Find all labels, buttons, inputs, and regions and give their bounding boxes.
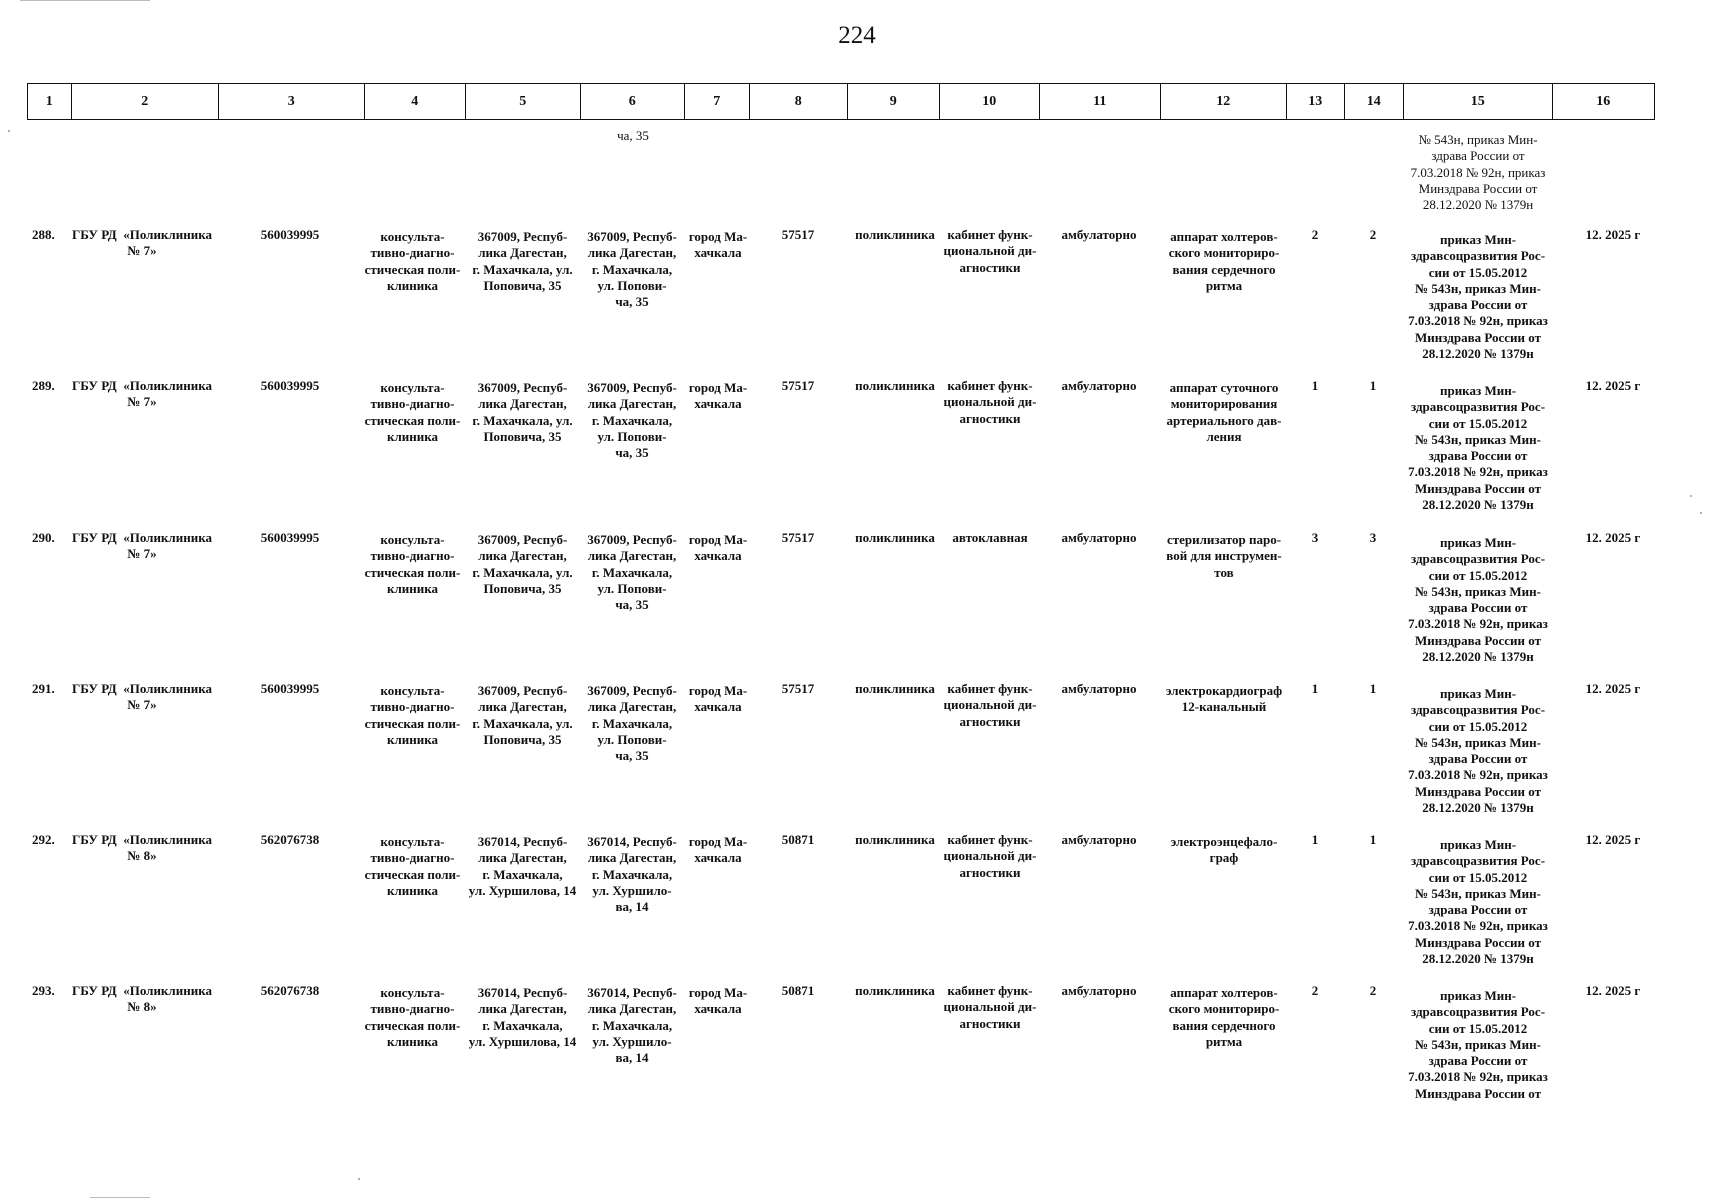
scan-artifact-bottom-left bbox=[90, 1197, 150, 1198]
header-cell-5: 5 bbox=[465, 83, 582, 120]
room-name: кабинет функ- циональной ди- агностики bbox=[943, 378, 1037, 426]
row-number: 291. bbox=[32, 681, 55, 696]
facility-type: консульта- тивно-диагно- стическая поли- клиника bbox=[364, 834, 461, 898]
actual-address: 367009, Респуб- лика Дагестан, г. Махачкала, ул. Попови- ча, 35 bbox=[587, 229, 677, 310]
actual-address: 367009, Респуб- лика Дагестан, г. Махачкала, ул. Попови- ча, 35 bbox=[587, 683, 677, 764]
quantity-required: 1 bbox=[1311, 832, 1319, 847]
organization-name: ГБУ РД «Поликлиника № 7» bbox=[72, 227, 212, 259]
quantity-required: 1 bbox=[1311, 378, 1319, 393]
legal-address: 367009, Респуб- лика Дагестан, г. Махачкала, ул. Поповича, 35 bbox=[472, 532, 573, 596]
row-number: 292. bbox=[32, 832, 55, 847]
quantity-required: 1 bbox=[1311, 681, 1319, 696]
facility-type: консульта- тивно-диагно- стическая поли- клиника bbox=[364, 380, 461, 444]
org-code: 560039995 bbox=[260, 227, 320, 242]
row-number: 289. bbox=[32, 378, 55, 393]
organization-name: ГБУ РД «Поликлиника № 8» bbox=[72, 983, 212, 1015]
header-cell-9: 9 bbox=[847, 83, 941, 120]
facility-kind: поликлиника bbox=[855, 832, 935, 847]
due-date: 12. 2025 г bbox=[1585, 983, 1641, 998]
organization-name: ГБУ РД «Поликлиника № 8» bbox=[72, 832, 212, 864]
header-cell-10: 10 bbox=[939, 83, 1041, 120]
scan-artifact-top-left bbox=[20, 0, 150, 1]
oktmo-code: 57517 bbox=[781, 227, 815, 242]
org-code: 562076738 bbox=[260, 832, 320, 847]
due-date: 12. 2025 г bbox=[1585, 227, 1641, 242]
organization-name: ГБУ РД «Поликлиника № 7» bbox=[72, 530, 212, 562]
facility-kind: поликлиника bbox=[855, 681, 935, 696]
due-date: 12. 2025 г bbox=[1585, 378, 1641, 393]
oktmo-code: 57517 bbox=[781, 530, 815, 545]
quantity-planned: 1 bbox=[1369, 378, 1377, 393]
legal-address: 367009, Респуб- лика Дагестан, г. Махачкала, ул. Поповича, 35 bbox=[472, 683, 573, 747]
due-date: 12. 2025 г bbox=[1585, 832, 1641, 847]
due-date: 12. 2025 г bbox=[1585, 681, 1641, 696]
city: город Ма- хачкала bbox=[688, 532, 748, 564]
header-cell-16: 16 bbox=[1552, 83, 1656, 120]
city: город Ма- хачкала bbox=[688, 229, 748, 261]
room-name: кабинет функ- циональной ди- агностики bbox=[943, 832, 1037, 880]
city: город Ма- хачкала bbox=[688, 683, 748, 715]
equipment-name: электрокардиограф 12-канальный bbox=[1165, 683, 1283, 715]
city: город Ма- хачкала bbox=[688, 380, 748, 412]
org-code: 560039995 bbox=[260, 681, 320, 696]
room-name: кабинет функ- циональной ди- агностики bbox=[943, 983, 1037, 1031]
oktmo-code: 50871 bbox=[781, 983, 815, 998]
facility-type: консульта- тивно-диагно- стическая поли- клиника bbox=[364, 683, 461, 747]
org-code: 562076738 bbox=[260, 983, 320, 998]
facility-kind: поликлиника bbox=[855, 530, 935, 545]
room-name: автоклавная bbox=[952, 530, 1028, 545]
facility-type: консульта- тивно-диагно- стическая поли- клиника bbox=[364, 229, 461, 293]
org-code: 560039995 bbox=[260, 530, 320, 545]
scan-speck bbox=[1690, 495, 1692, 497]
care-form: амбулаторно bbox=[1061, 832, 1137, 847]
facility-kind: поликлиника bbox=[855, 227, 935, 242]
care-form: амбулаторно bbox=[1061, 530, 1137, 545]
due-date: 12. 2025 г bbox=[1585, 530, 1641, 545]
room-name: кабинет функ- циональной ди- агностики bbox=[943, 681, 1037, 729]
facility-type: консульта- тивно-диагно- стическая поли- клиника bbox=[364, 985, 461, 1049]
legal-address: 367009, Респуб- лика Дагестан, г. Махачкала, ул. Поповича, 35 bbox=[472, 229, 573, 293]
facility-kind: поликлиника bbox=[855, 378, 935, 393]
continuation-col15: № 543н, приказ Мин- здрава России от 7.03.2018 № 92н, приказ Минздрава России от 28.12.2020 № 1379н bbox=[1410, 132, 1546, 213]
legal-basis: приказ Мин- здравсоцразвития Рос- сии от 15.05.2012 № 543н, приказ Мин- здрава России от 7.03.2018 № 92н, приказ Минздрава России от 28.12.2020 № 1379н bbox=[1408, 383, 1548, 513]
city: город Ма- хачкала bbox=[688, 834, 748, 866]
scan-speck bbox=[358, 1178, 360, 1180]
organization-name: ГБУ РД «Поликлиника № 7» bbox=[72, 378, 212, 410]
equipment-name: электроэнцефало- граф bbox=[1170, 834, 1278, 866]
header-cell-8: 8 bbox=[749, 83, 849, 120]
oktmo-code: 57517 bbox=[781, 681, 815, 696]
organization-name: ГБУ РД «Поликлиника № 7» bbox=[72, 681, 212, 713]
header-cell-7: 7 bbox=[684, 83, 751, 120]
facility-kind: поликлиника bbox=[855, 983, 935, 998]
legal-basis: приказ Мин- здравсоцразвития Рос- сии от 15.05.2012 № 543н, приказ Мин- здрава России от 7.03.2018 № 92н, приказ Минздрава России от 28.12.2020 № 1379н bbox=[1408, 535, 1548, 665]
header-cell-11: 11 bbox=[1039, 83, 1162, 120]
room-name: кабинет функ- циональной ди- агностики bbox=[943, 227, 1037, 275]
city: город Ма- хачкала bbox=[688, 985, 748, 1017]
header-cell-3: 3 bbox=[218, 83, 366, 120]
row-number: 293. bbox=[32, 983, 55, 998]
legal-basis: приказ Мин- здравсоцразвития Рос- сии от 15.05.2012 № 543н, приказ Мин- здрава России от 7.03.2018 № 92н, приказ Минздрава России от bbox=[1408, 988, 1548, 1101]
row-number: 290. bbox=[32, 530, 55, 545]
header-cell-13: 13 bbox=[1286, 83, 1346, 120]
quantity-required: 2 bbox=[1311, 227, 1319, 242]
equipment-name: стерилизатор паро- вой для инструмен- тов bbox=[1166, 532, 1282, 580]
org-code: 560039995 bbox=[260, 378, 320, 393]
care-form: амбулаторно bbox=[1061, 378, 1137, 393]
facility-type: консульта- тивно-диагно- стическая поли- клиника bbox=[364, 532, 461, 596]
care-form: амбулаторно bbox=[1061, 983, 1137, 998]
oktmo-code: 57517 bbox=[781, 378, 815, 393]
row-number: 288. bbox=[32, 227, 55, 242]
header-cell-6: 6 bbox=[580, 83, 686, 120]
legal-address: 367014, Респуб- лика Дагестан, г. Махачкала, ул. Хуршилова, 14 bbox=[468, 834, 577, 898]
legal-basis: приказ Мин- здравсоцразвития Рос- сии от 15.05.2012 № 543н, приказ Мин- здрава России от 7.03.2018 № 92н, приказ Минздрава России от 28.12.2020 № 1379н bbox=[1408, 232, 1548, 362]
header-cell-4: 4 bbox=[364, 83, 467, 120]
legal-basis: приказ Мин- здравсоцразвития Рос- сии от 15.05.2012 № 543н, приказ Мин- здрава России от 7.03.2018 № 92н, приказ Минздрава России от 28.12.2020 № 1379н bbox=[1408, 837, 1548, 967]
equipment-name: аппарат суточного мониторирования артериального дав- ления bbox=[1166, 380, 1282, 444]
oktmo-code: 50871 bbox=[781, 832, 815, 847]
actual-address: 367009, Респуб- лика Дагестан, г. Махачкала, ул. Попови- ча, 35 bbox=[587, 532, 677, 613]
quantity-planned: 2 bbox=[1369, 983, 1377, 998]
continuation-col6: ча, 35 bbox=[617, 128, 649, 143]
header-cell-2: 2 bbox=[71, 83, 220, 120]
quantity-planned: 3 bbox=[1369, 530, 1377, 545]
actual-address: 367014, Респуб- лика Дагестан, г. Махачкала, ул. Хуршило- ва, 14 bbox=[587, 985, 677, 1066]
page-number: 224 bbox=[838, 22, 876, 49]
quantity-planned: 1 bbox=[1369, 681, 1377, 696]
quantity-required: 2 bbox=[1311, 983, 1319, 998]
header-cell-12: 12 bbox=[1160, 83, 1288, 120]
quantity-planned: 2 bbox=[1369, 227, 1377, 242]
legal-basis: приказ Мин- здравсоцразвития Рос- сии от 15.05.2012 № 543н, приказ Мин- здрава России от 7.03.2018 № 92н, приказ Минздрава России от 28.12.2020 № 1379н bbox=[1408, 686, 1548, 816]
header-cell-15: 15 bbox=[1403, 83, 1554, 120]
quantity-planned: 1 bbox=[1369, 832, 1377, 847]
equipment-name: аппарат холтеров- ского мониториро- вания сердечного ритма bbox=[1168, 985, 1280, 1049]
care-form: амбулаторно bbox=[1061, 227, 1137, 242]
actual-address: 367014, Респуб- лика Дагестан, г. Махачкала, ул. Хуршило- ва, 14 bbox=[587, 834, 677, 915]
legal-address: 367014, Респуб- лика Дагестан, г. Махачкала, ул. Хуршилова, 14 bbox=[468, 985, 577, 1049]
legal-address: 367009, Респуб- лика Дагестан, г. Махачкала, ул. Поповича, 35 bbox=[472, 380, 573, 444]
header-cell-1: 1 bbox=[27, 83, 73, 120]
scan-speck bbox=[8, 130, 10, 132]
care-form: амбулаторно bbox=[1061, 681, 1137, 696]
header-cell-14: 14 bbox=[1344, 83, 1405, 120]
actual-address: 367009, Респуб- лика Дагестан, г. Махачкала, ул. Попови- ча, 35 bbox=[587, 380, 677, 461]
equipment-name: аппарат холтеров- ского мониториро- вания сердечного ритма bbox=[1168, 229, 1280, 293]
quantity-required: 3 bbox=[1311, 530, 1319, 545]
scan-speck bbox=[1700, 512, 1702, 514]
